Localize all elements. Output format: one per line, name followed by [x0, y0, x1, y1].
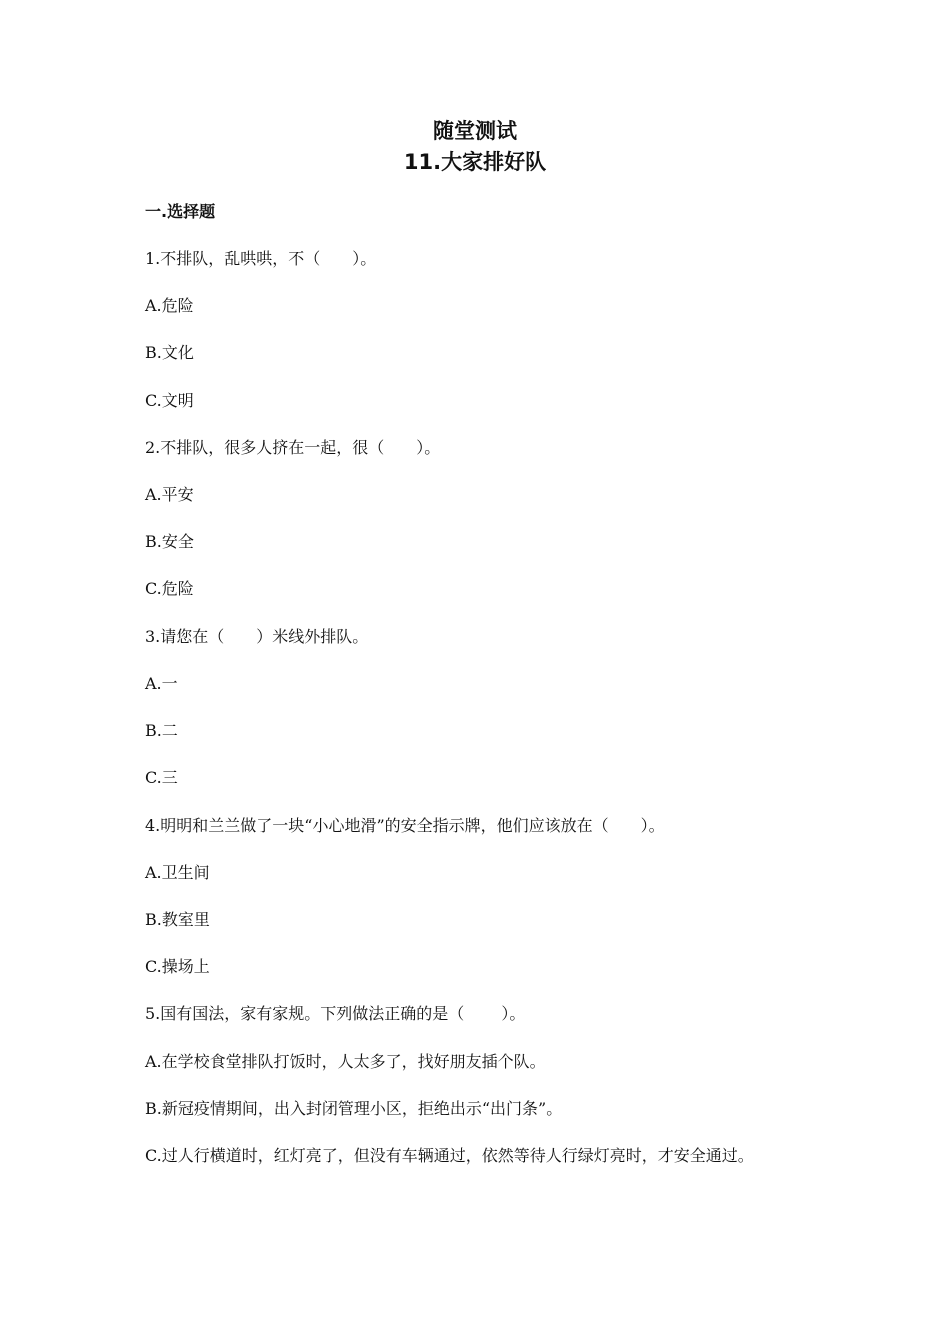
- question-2-option-b: B.安全: [145, 532, 194, 551]
- question-3-option-c: C.三: [145, 768, 178, 787]
- question-2-option-c: C.危险: [145, 579, 194, 598]
- lesson-title: 11.大家排好队: [403, 150, 547, 174]
- section-heading: 一.选择题: [145, 202, 216, 221]
- question-2-option-a: A.平安: [145, 485, 194, 504]
- page-title: 随堂测试: [433, 119, 517, 143]
- question-2-stem: 2.不排队，很多人挤在一起，很（ ）。: [145, 438, 441, 457]
- question-5-option-b: B.新冠疫情期间，出入封闭管理小区，拒绝出示“出门条”。: [145, 1099, 563, 1118]
- question-4-option-a: A.卫生间: [145, 863, 210, 882]
- question-1-stem: 1.不排队，乱哄哄，不（ ）。: [145, 249, 377, 268]
- question-1-option-c: C.文明: [145, 391, 194, 410]
- question-5-option-c: C.过人行横道时，红灯亮了，但没有车辆通过，依然等待人行绿灯亮时，才安全通过。: [145, 1146, 754, 1165]
- question-4-option-c: C.操场上: [145, 957, 210, 976]
- question-4-option-b: B.教室里: [145, 910, 210, 929]
- question-3-option-b: B.二: [145, 721, 178, 740]
- question-3-option-a: A.一: [145, 674, 178, 693]
- question-5-option-a: A.在学校食堂排队打饭时，人太多了，找好朋友插个队。: [145, 1052, 546, 1071]
- question-1-option-a: A.危险: [145, 296, 194, 315]
- question-3-stem: 3.请您在（ ）米线外排队。: [145, 627, 369, 646]
- question-4-stem: 4.明明和兰兰做了一块“小心地滑”的安全指示牌，他们应该放在（ ）。: [145, 816, 665, 835]
- question-5-stem: 5.国有国法，家有家规。下列做法正确的是（ ）。: [145, 1004, 526, 1023]
- question-1-option-b: B.文化: [145, 343, 194, 362]
